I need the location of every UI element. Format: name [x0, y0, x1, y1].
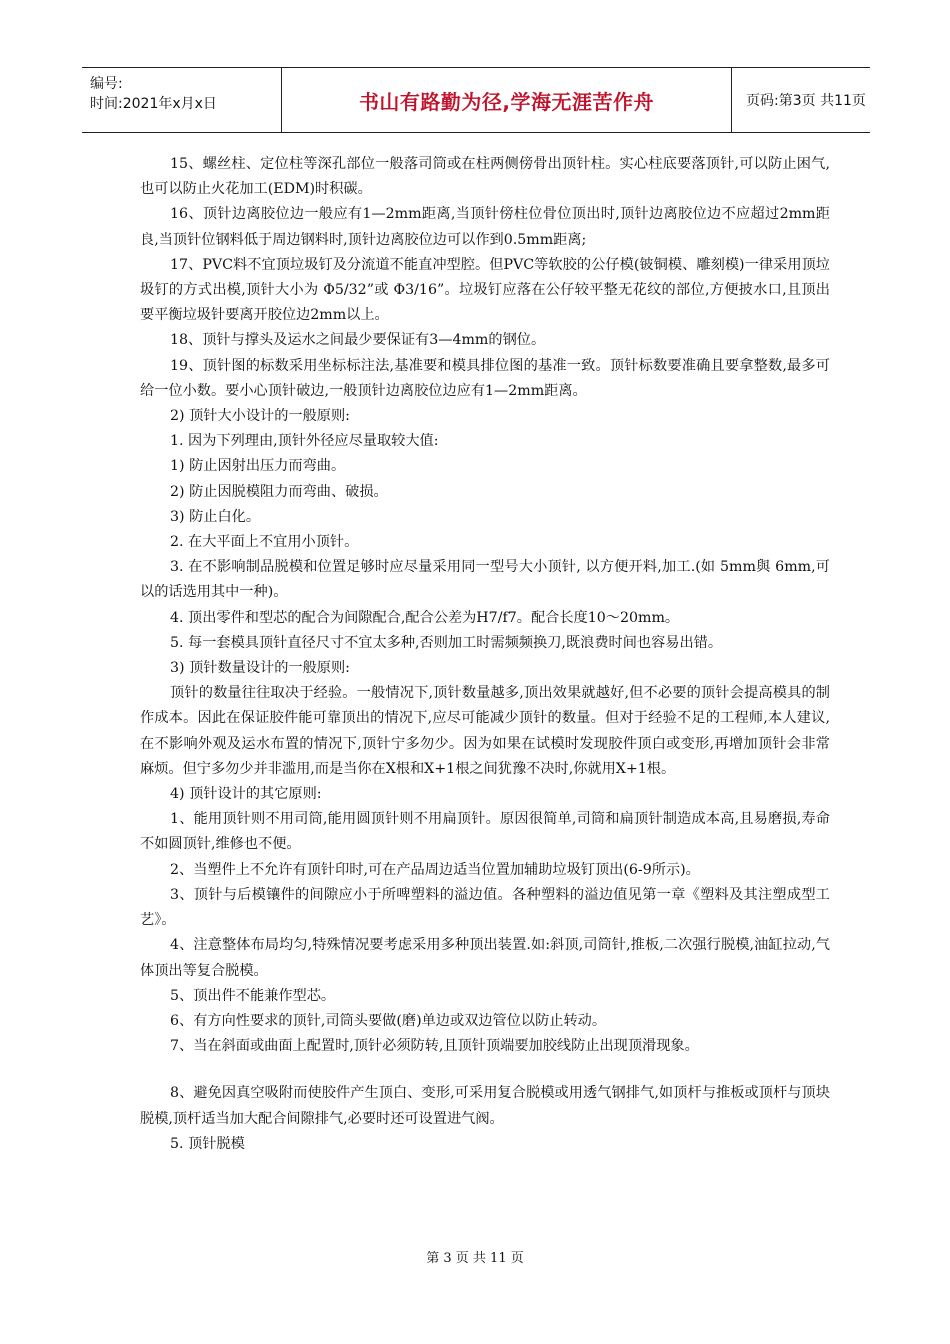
header-number-label: 编号: — [90, 76, 123, 92]
list-item: 3) 防止白化。 — [170, 508, 261, 525]
paragraph-quantity: 顶针的数量往往取决于经验。一般情况下,顶针数量越多,顶出效果就越好,但不必要的顶针会提高模具的制作成本。因此在保证胶件能可靠顶出的情况下,应尽可能减少顶针的数量。但对于经验不足的工程师,本人建议,在不影响外观及运水布置的情况下,顶针宁多勿少。因为如果在试模时发现胶件顶白或变形,再增加顶针会非常麻烦。但宁多勿少并非滥用,而是当你在X根和X+1根之间犹豫不决时,你就用X+1根。 — [140, 685, 830, 777]
paragraph-18: 18、顶针与撑头及运水之间最少要保证有3—4mm的钢位。 — [170, 332, 546, 349]
list-item: 4. 顶出零件和型芯的配合为间隙配合,配合公差为H7/f7。配合长度10～20mm。 — [170, 609, 680, 626]
list-item: 2、当塑件上不允许有顶针印时,可在产品周边适当位置加辅助垃圾钉顶出(6-9所示)。 — [170, 861, 700, 878]
header-motto: 书山有路勤为径,学海无涯苦作舟 — [282, 68, 732, 132]
list-item: 1. 因为下列理由,顶针外径应尽量取较大值: — [170, 433, 439, 450]
list-item: 2. 在大平面上不宜用小顶针。 — [170, 534, 359, 551]
page-header — [82, 67, 870, 133]
list-item: 7、当在斜面或曲面上配置时,顶针必须防转,且顶针顶端要加胶线防止出现顶滑现象。 — [170, 1038, 699, 1055]
list-item: 1) 防止因射出压力而弯曲。 — [170, 458, 346, 475]
header-page-info: 页码:第3页 共11页 — [746, 93, 866, 109]
list-item: 3、顶针与后模镶件的间隙应小于所啤塑料的溢边值。各种塑料的溢边值见第一章《塑料及其注塑成型工艺》。 — [140, 886, 830, 929]
page-footer: 第 3 页 共 11 页 — [426, 1251, 524, 1266]
paragraph-19: 19、顶针图的标数采用坐标标注法,基准要和模具排位图的基准一致。顶针标数要准确且要拿整数,最多可给一位小数。要小心顶针破边,一般顶针边离胶位边应有1—2mm距离。 — [140, 357, 830, 399]
document-body — [140, 152, 830, 1157]
paragraph-17: 17、PVC料不宜顶垃圾钉及分流道不能直冲型腔。但PVC等软胶的公仔模(铍铜模、雕刻模)一律采用顶垃圾钉的方式出模,顶针大小为 Φ5/32”或 Φ3/16”。垃圾钉应落在公仔较平整无花纹的部位,方便披水口,且顶出要平衡垃圾针要离开胶位边2mm以上。 — [140, 256, 830, 324]
list-item: 1、能用顶针则不用司筒,能用圆顶针则不用扁顶针。原因很简单,司筒和扁顶针制造成本高,且易磨损,寿命不如圆顶针,维修也不便。 — [140, 811, 830, 853]
header-meta — [82, 68, 282, 132]
section-heading-ejector: 5. 顶针脱模 — [170, 1135, 245, 1152]
paragraph-16: 16、顶针边离胶位边一般应有1—2mm距离,当顶针傍柱位骨位顶出时,顶针边离胶位边不应超过2mm距良,当顶针位钢料低于周边钢料时,顶针边离胶位边可以作到0.5mm距离; — [140, 206, 830, 248]
list-item: 5、顶出件不能兼作型芯。 — [170, 987, 336, 1004]
list-item: 4、注意整体布局均匀,特殊情况要考虑采用多种顶出装置.如:斜顶,司筒针,推板,二次强行脱模,油缸拉动,气体顶出等复合脱模。 — [140, 937, 830, 979]
paragraph-15: 15、螺丝柱、定位柱等深孔部位一般落司筒或在柱两侧傍骨出顶针柱。实心柱底要落顶针,可以防止困气,也可以防止火花加工(EDM)时积碳。 — [140, 156, 830, 198]
list-item: 8、避免因真空吸附而使胶件产生顶白、变形,可采用复合脱模或用透气钢排气,如顶杆与推板或顶杆与顶块脱模,顶杆适当加大配合间隙排气,必要时还可设置进气阀。 — [140, 1085, 830, 1127]
section-heading-other: 4) 顶针设计的其它原则: — [170, 786, 322, 803]
list-item: 6、有方向性要求的顶针,司筒头要做(磨)单边或双边管位以防止转动。 — [170, 1012, 607, 1029]
list-item: 3. 在不影响制品脱模和位置足够时应尽量采用同一型号大小顶针, 以方便开料,加工.(如 5mm與 6mm,可以的话选用其中一种)。 — [140, 559, 830, 601]
header-time-label: 时间:2021年x月x日 — [90, 96, 217, 112]
section-heading-quantity: 3) 顶针数量设计的一般原则: — [170, 660, 350, 677]
list-item: 2) 防止因脱模阻力而弯曲、破损。 — [170, 483, 388, 500]
section-heading-size: 2) 顶针大小设计的一般原则: — [170, 408, 350, 425]
list-item: 5. 每一套模具顶针直径尺寸不宜太多种,否则加工时需频频换刀,既浪费时间也容易出错。 — [170, 634, 723, 651]
